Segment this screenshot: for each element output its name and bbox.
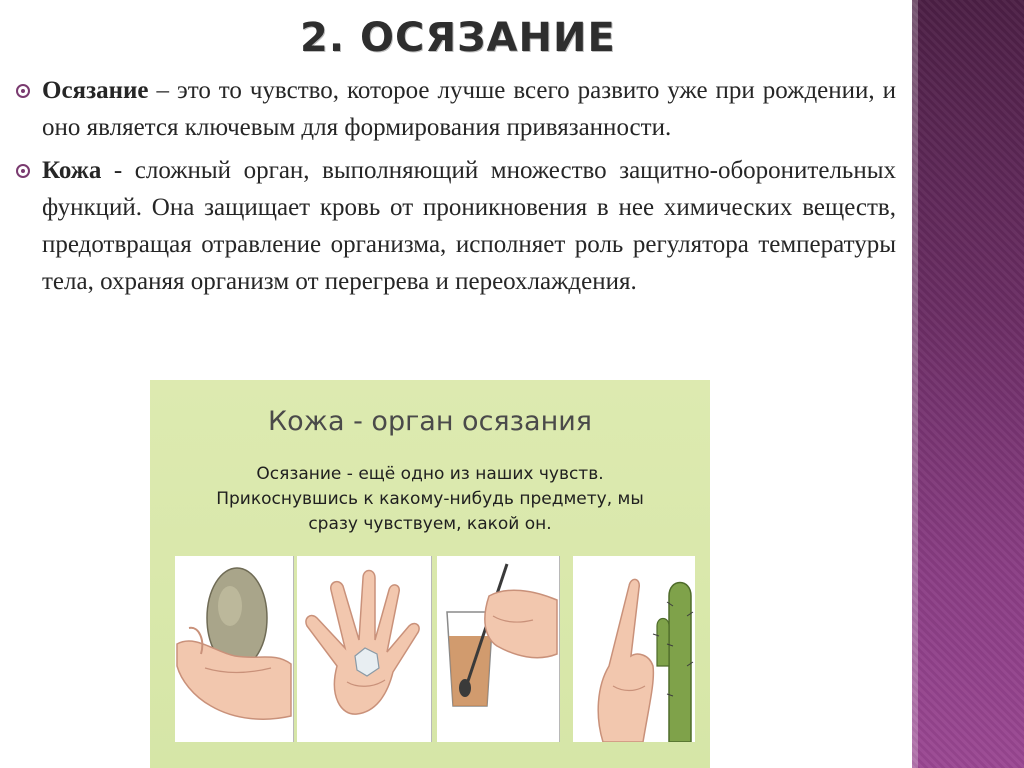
bullet-body: - сложный орган, выполняющий множество защитно-оборонительных функций. Она защищает кровь от проникновения в нее химических веществ, предотвращая отравление организма, исполняет роль регулятора температуры тела, охраняя организм от перегрева и переохлаждения. bbox=[42, 157, 896, 295]
panel-ice bbox=[297, 556, 432, 742]
figure-caption bbox=[190, 462, 670, 537]
hand-stirring-glass-icon bbox=[437, 556, 559, 742]
decorative-side-band bbox=[912, 0, 1024, 768]
bullet-text bbox=[42, 72, 896, 146]
bullet-marker-icon bbox=[16, 84, 30, 98]
bullet-item-touch bbox=[16, 72, 896, 146]
caption-line: Прикоснувшись к какому-нибудь предмету, мы bbox=[216, 489, 644, 509]
bullet-list bbox=[16, 72, 896, 306]
figure-title: Кожа - орган осязания bbox=[267, 406, 593, 437]
bullet-term: Кожа bbox=[42, 157, 102, 184]
bullet-term: Осязание bbox=[42, 77, 149, 104]
skin-touch-figure bbox=[150, 380, 710, 768]
panel-cactus bbox=[573, 556, 695, 742]
caption-line: Осязание - ещё одно из наших чувств. bbox=[256, 464, 604, 484]
bullet-body: – это то чувство, которое лучше всего развито уже при рождении, и оно является ключевым для формирования привязанности. bbox=[42, 77, 896, 141]
bullet-text bbox=[42, 152, 896, 300]
slide-title: 2. ОСЯЗАНИЕ bbox=[300, 15, 616, 61]
panel-glass bbox=[437, 556, 560, 742]
panel-stone bbox=[175, 556, 294, 742]
caption-line: сразу чувствуем, какой он. bbox=[308, 514, 552, 534]
open-palm-with-ice-icon bbox=[297, 556, 431, 742]
bullet-marker-icon bbox=[16, 164, 30, 178]
hand-holding-stone-icon bbox=[175, 556, 293, 742]
finger-touching-cactus-icon bbox=[573, 556, 695, 742]
bullet-item-skin bbox=[16, 152, 896, 300]
